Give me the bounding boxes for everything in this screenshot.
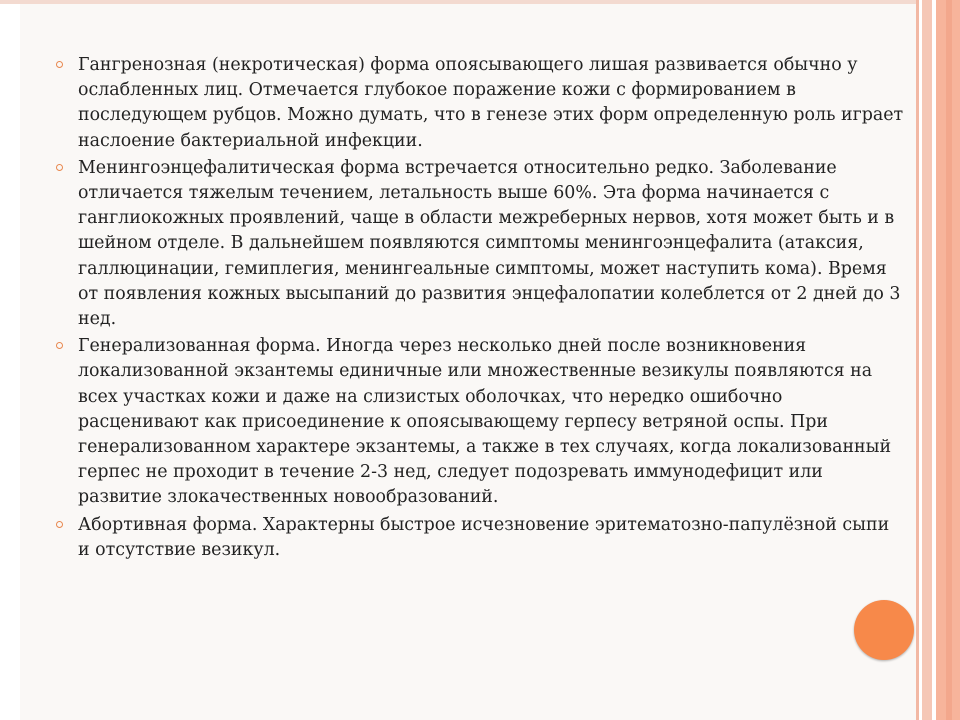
bullet-circle-icon <box>56 521 63 528</box>
side-stripe-1 <box>916 0 919 720</box>
bullet-circle-icon <box>56 61 63 68</box>
side-stripe-decoration <box>916 0 960 720</box>
side-stripe-2 <box>922 0 932 720</box>
side-stripe-5 <box>946 0 952 720</box>
bullet-text: Абортивная форма. Характерны быстрое исчезновение эритематозно-папулёзной сыпи и отсутствие везикул. <box>78 514 890 560</box>
bullet-item-generalized <box>56 334 906 510</box>
bullet-circle-icon <box>56 342 63 349</box>
bullet-item-abortive <box>56 513 906 563</box>
slide-content <box>56 53 906 565</box>
bullet-text: Гангренозная (некротическая) форма опоясывающего лишая развивается обычно у ослабленных лиц. Отмечается глубокое поражение кожи с формированием в последующем рубцов. Можно думать, что в генезе этих форм определенную роль играет наслоение бактериальной инфекции. <box>78 55 904 151</box>
top-border-decoration <box>0 0 916 4</box>
bullet-text: Менингоэнцефалитическая форма встречается относительно редко. Заболевание отличается тяжелым течением, летальность выше 60%. Эта форма начинается с ганглиокожных проявлений, чаще в области межреберных нервов, хотя может быть и в шейном отделе. В дальнейшем появляются симптомы менингоэнцефалита (атаксия, галлюцинации, гемиплегия, менингеальные симптомы, может наступить кома). Время от появления кожных высыпаний до развития энцефалопатии колеблется от 2 дней до 3 нед. <box>78 157 901 330</box>
bullet-list <box>56 53 906 563</box>
bullet-item-meningoencephalitic <box>56 156 906 332</box>
orange-circle-decoration <box>854 600 914 660</box>
bullet-item-gangrenous <box>56 53 906 154</box>
bullet-text: Генерализованная форма. Иногда через несколько дней после возникновения локализованной экзантемы единичные или множественные везикулы появляются на всех участках кожи и даже на слизистых оболочках, что нередко ошибочно расценивают как присоединение к опоясывающему герпесу ветряной оспы. При генерализованном характере экзантемы, а также в тех случаях, когда локализованный герпес не проходит в течение 2-3 нед, следует подозревать иммунодефицит или развитие злокачественных новообразований. <box>78 336 892 508</box>
bullet-circle-icon <box>56 164 63 171</box>
